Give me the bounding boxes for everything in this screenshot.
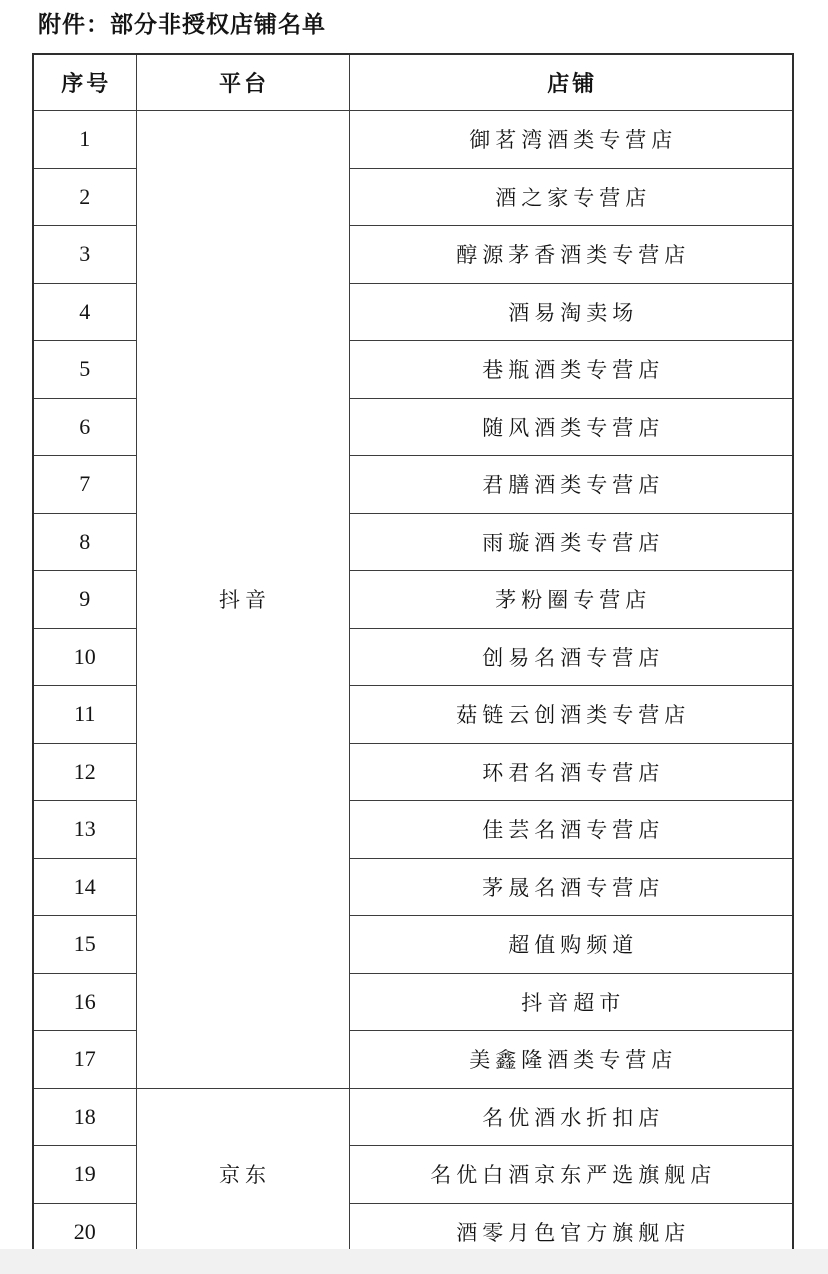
table-row: [33, 111, 793, 169]
store-cell: 名优白酒京东严选旗舰店: [349, 1146, 793, 1204]
serial-cell: 20: [33, 1203, 136, 1261]
store-cell: 酒之家专营店: [349, 168, 793, 226]
serial-cell: 15: [33, 916, 136, 974]
store-cell: 创易名酒专营店: [349, 628, 793, 686]
store-cell: 随风酒类专营店: [349, 398, 793, 456]
attachment-title: 附件：部分非授权店铺名单: [38, 12, 326, 37]
table-body: [33, 111, 793, 1262]
serial-cell: 16: [33, 973, 136, 1031]
platform-cell: 京东: [136, 1088, 349, 1261]
page-bottom-edge: [0, 1249, 828, 1274]
store-cell: 抖音超市: [349, 973, 793, 1031]
store-cell: 君膳酒类专营店: [349, 456, 793, 514]
serial-cell: 11: [33, 686, 136, 744]
serial-cell: 6: [33, 398, 136, 456]
serial-cell: 9: [33, 571, 136, 629]
serial-cell: 4: [33, 283, 136, 341]
serial-cell: 17: [33, 1031, 136, 1089]
serial-cell: 7: [33, 456, 136, 514]
store-cell: 超值购频道: [349, 916, 793, 974]
table-header-row: [33, 54, 793, 111]
serial-cell: 12: [33, 743, 136, 801]
serial-cell: 18: [33, 1088, 136, 1146]
store-cell: 酒零月色官方旗舰店: [349, 1203, 793, 1261]
store-cell: 御茗湾酒类专营店: [349, 111, 793, 169]
col-header-store: 店铺: [349, 54, 793, 111]
col-header-platform: 平台: [136, 54, 349, 111]
serial-cell: 8: [33, 513, 136, 571]
store-cell: 菇链云创酒类专营店: [349, 686, 793, 744]
store-cell: 茅晟名酒专营店: [349, 858, 793, 916]
serial-cell: 5: [33, 341, 136, 399]
store-cell: 美鑫隆酒类专营店: [349, 1031, 793, 1089]
store-cell: 名优酒水折扣店: [349, 1088, 793, 1146]
store-cell: 茅粉圈专营店: [349, 571, 793, 629]
store-cell: 环君名酒专营店: [349, 743, 793, 801]
serial-cell: 14: [33, 858, 136, 916]
serial-cell: 19: [33, 1146, 136, 1204]
serial-cell: 2: [33, 168, 136, 226]
col-header-serial: 序号: [33, 54, 136, 111]
serial-cell: 3: [33, 226, 136, 284]
serial-cell: 10: [33, 628, 136, 686]
unauthorized-stores-table: [32, 53, 794, 1262]
store-cell: 醇源茅香酒类专营店: [349, 226, 793, 284]
store-cell: 巷瓶酒类专营店: [349, 341, 793, 399]
platform-cell: 抖音: [136, 111, 349, 1089]
store-cell: 酒易淘卖场: [349, 283, 793, 341]
serial-cell: 13: [33, 801, 136, 859]
store-cell: 佳芸名酒专营店: [349, 801, 793, 859]
store-cell: 雨璇酒类专营店: [349, 513, 793, 571]
table-row: [33, 1088, 793, 1146]
serial-cell: 1: [33, 111, 136, 169]
